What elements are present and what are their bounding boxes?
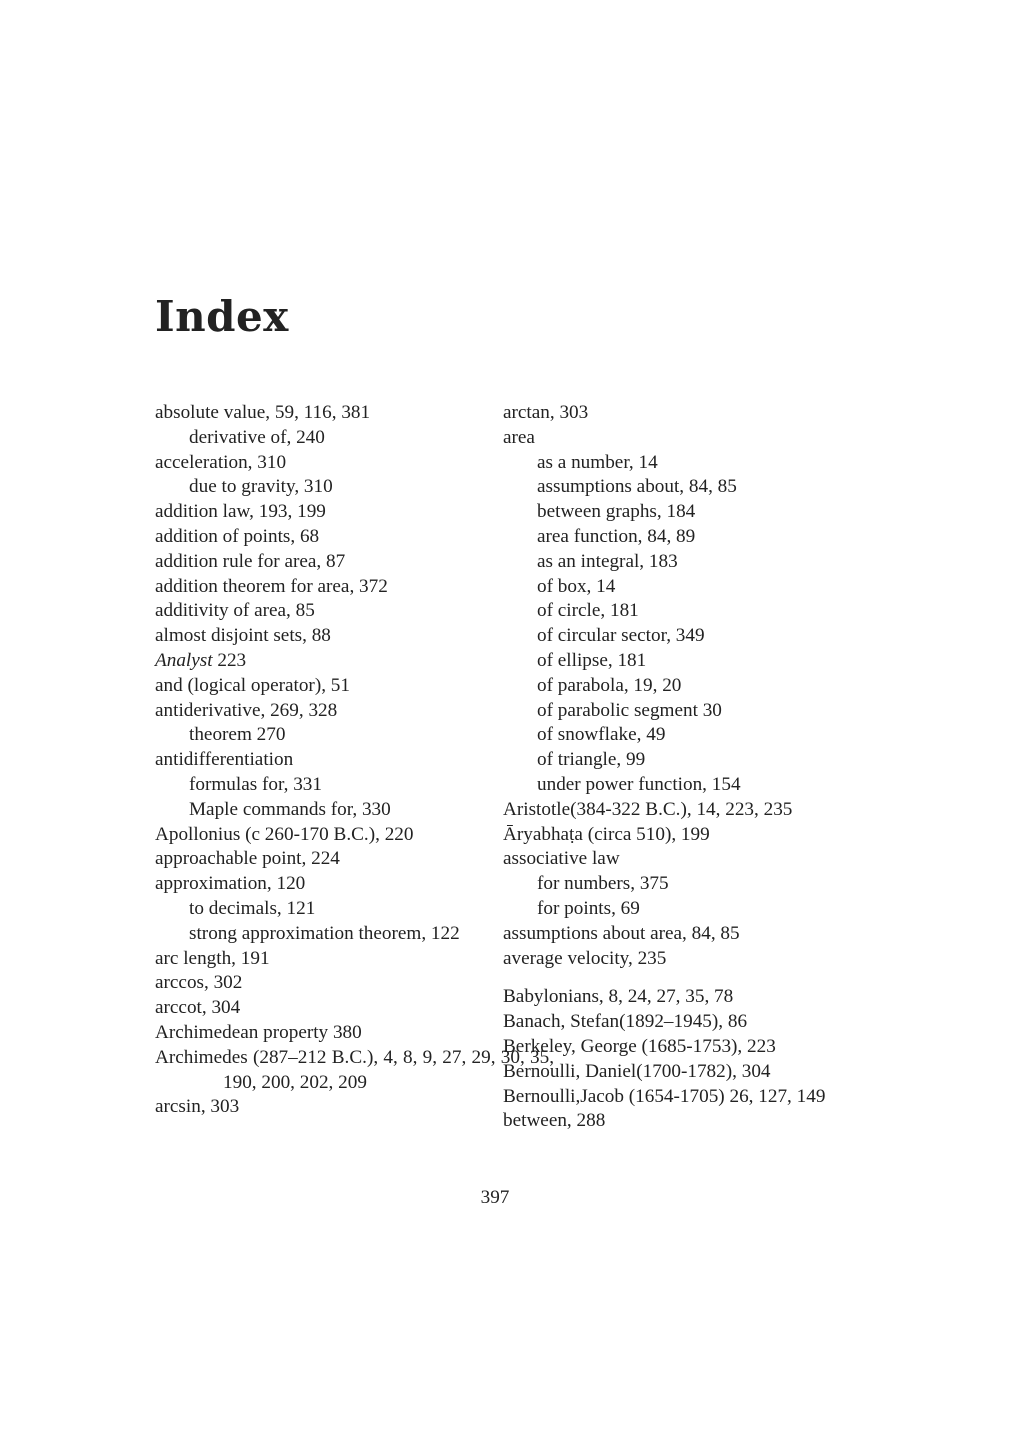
index-subentry: Maple commands for, 330 [189,798,391,820]
index-subentry: assumptions about, 84, 85 [537,476,737,498]
index-entry: arc length, 191 [155,947,270,969]
index-subentry: theorem 270 [189,724,286,746]
index-entry: absolute value, 59, 116, 381 [155,402,371,423]
index-entry: Archimedean property 380 [155,1021,362,1043]
index-subentry: of parabola, 19, 20 [537,674,682,696]
index-subentry: of ellipse, 181 [537,649,647,671]
index-subentry: of triangle, 99 [537,749,646,771]
index-entry: Aristotle(384-322 B.C.), 14, 223, 235 [503,798,793,820]
index-entry: between, 288 [503,1110,606,1132]
index-subentry: as an integral, 183 [537,550,678,572]
index-entry: Bernoulli,Jacob (1654-1705) 26, 127, 149 [503,1085,826,1107]
index-entry: area [503,426,535,448]
index-entry: almost disjoint sets, 88 [155,625,331,647]
page-number: 397 [480,1187,510,1208]
index-entry: Babylonians, 8, 24, 27, 35, 78 [503,986,734,1008]
index-entry: antidifferentiation [155,749,294,771]
index-subentry: area function, 84, 89 [537,525,696,547]
index-subentry: to decimals, 121 [189,897,316,919]
index-entry: additivity of area, 85 [155,600,315,622]
index-entry: and (logical operator), 51 [155,674,350,696]
index-entry: arccot, 304 [155,997,241,1019]
index-entry: Berkeley, George (1685-1753), 223 [503,1035,776,1057]
index-entry: addition theorem for area, 372 [155,575,388,597]
letter-group-gap [503,971,843,985]
index-entry: addition law, 193, 199 [155,501,326,523]
index-entry: arctan, 303 [503,402,589,423]
index-entry: Banach, Stefan(1892–1945), 86 [503,1011,748,1033]
index-entry: Bernoulli, Daniel(1700-1782), 304 [503,1060,771,1082]
index-entry: associative law [503,848,620,870]
index-entry: Archimedes (287–212 B.C.), 4, 8, 9, 27, 29, 30, 35, 190, 200, 202, 209 [155,1046,554,1093]
index-entry: average velocity, 235 [503,947,667,969]
index-entry-italic-term: Analyst [155,649,213,671]
index-entry: approachable point, 224 [155,848,340,870]
page-title: Index [155,292,289,341]
index-subentry: formulas for, 331 [189,773,322,795]
index-subentry: for points, 69 [537,897,640,919]
index-entry: Āryabhaṭa (circa 510), 199 [503,823,710,845]
index-subentry: for numbers, 375 [537,873,669,895]
index-entry: addition rule for area, 87 [155,550,346,572]
index-subentry: of circular sector, 349 [537,625,705,647]
index-subentry: as a number, 14 [537,451,658,473]
index-entry: antiderivative, 269, 328 [155,699,338,721]
index-entry: Apollonius (c 260-170 B.C.), 220 [155,823,414,845]
index-entry-pages: 223 [212,649,247,671]
index-entry: approximation, 120 [155,873,306,895]
index-subentry: under power function, 154 [537,773,741,795]
index-subentry: of circle, 181 [537,600,639,622]
index-entry: arccos, 302 [155,972,243,994]
index-subentry: of box, 14 [537,575,616,597]
index-subentry: between graphs, 184 [537,501,696,523]
index-entry [155,649,495,674]
index-entry: addition of points, 68 [155,525,320,547]
index-entry: assumptions about area, 84, 85 [503,922,740,944]
index-subentry: of parabolic segment 30 [537,699,722,721]
index-column-right [503,401,843,1134]
index-subentry: due to gravity, 310 [189,476,333,498]
index-subentry: of snowflake, 49 [537,724,666,746]
index-entry: arcsin, 303 [155,1096,240,1118]
index-subentry: strong approximation theorem, 122 [189,922,460,944]
index-entry: acceleration, 310 [155,451,287,473]
index-subentry: derivative of, 240 [189,426,325,448]
